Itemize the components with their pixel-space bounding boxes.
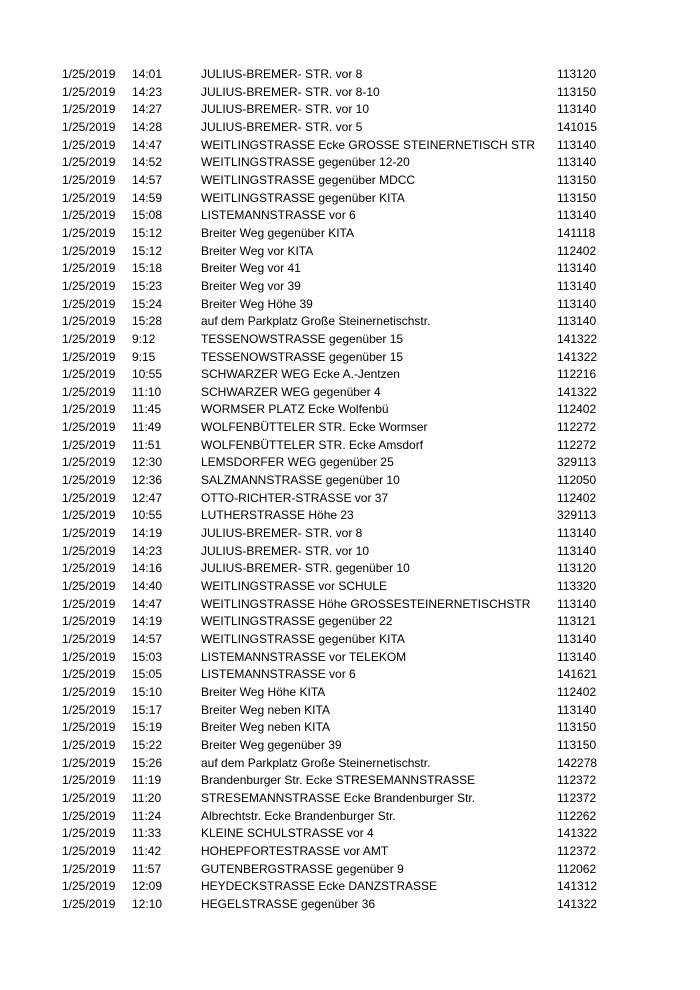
table-row bbox=[0, 861, 700, 879]
code-cell: 113140 bbox=[557, 314, 597, 329]
date-cell: 1/25/2019 bbox=[62, 808, 116, 823]
date-cell: 1/25/2019 bbox=[62, 737, 116, 752]
time-cell: 11:24 bbox=[132, 808, 162, 823]
table-row bbox=[0, 172, 700, 190]
location-cell: WORMSER PLATZ Ecke Wolfenbü bbox=[201, 402, 389, 417]
time-cell: 10:55 bbox=[132, 508, 163, 523]
date-cell: 1/25/2019 bbox=[62, 843, 116, 858]
code-cell: 113140 bbox=[557, 137, 597, 152]
table-row bbox=[0, 401, 700, 419]
table-row bbox=[0, 331, 700, 349]
table-row bbox=[0, 190, 700, 208]
date-cell: 1/25/2019 bbox=[62, 314, 116, 329]
time-cell: 14:19 bbox=[132, 614, 163, 629]
date-cell: 1/25/2019 bbox=[62, 367, 116, 382]
date-cell: 1/25/2019 bbox=[62, 278, 116, 293]
time-cell: 15:12 bbox=[132, 243, 163, 258]
time-cell: 15:05 bbox=[132, 667, 163, 682]
location-cell: WEITLINGSTRASSE gegenüber KITA bbox=[201, 632, 405, 646]
code-cell: 113140 bbox=[557, 155, 597, 170]
location-cell: Breiter Weg neben KITA bbox=[201, 720, 330, 735]
location-cell: Breiter Weg vor KITA bbox=[201, 243, 314, 258]
location-cell: Brandenburger Str. Ecke STRESEMANNSTRASSE bbox=[201, 773, 476, 788]
date-cell: 1/25/2019 bbox=[62, 420, 116, 435]
time-cell: 9:12 bbox=[132, 331, 156, 346]
table-row bbox=[0, 472, 700, 490]
date-cell: 1/25/2019 bbox=[62, 261, 116, 276]
location-cell: LISTEMANNSTRASSE vor TELEKOM bbox=[201, 649, 407, 664]
location-cell: WEITLINGSTRASSE vor SCHULE bbox=[201, 579, 388, 594]
date-cell: 1/25/2019 bbox=[62, 649, 116, 664]
time-cell: 11:45 bbox=[132, 402, 162, 417]
time-cell: 15:24 bbox=[132, 296, 163, 311]
location-cell: LUTHERSTRASSE Höhe 23 bbox=[201, 508, 354, 523]
date-cell: 1/25/2019 bbox=[62, 190, 116, 205]
code-cell: 113150 bbox=[557, 720, 597, 735]
time-cell: 11:57 bbox=[132, 861, 162, 876]
time-cell: 11:19 bbox=[132, 773, 162, 788]
time-cell: 15:23 bbox=[132, 278, 163, 293]
date-cell: 1/25/2019 bbox=[62, 331, 116, 346]
code-cell: 112402 bbox=[557, 243, 597, 258]
date-cell: 1/25/2019 bbox=[62, 561, 116, 576]
table-row bbox=[0, 296, 700, 314]
location-cell: WEITLINGSTRASSE gegenüber MDCC bbox=[201, 172, 416, 187]
date-cell: 1/25/2019 bbox=[62, 296, 116, 311]
code-cell: 112402 bbox=[557, 684, 597, 699]
code-cell: 329113 bbox=[557, 455, 597, 470]
date-cell: 1/25/2019 bbox=[62, 579, 116, 594]
table-row bbox=[0, 419, 700, 437]
date-cell: 1/25/2019 bbox=[62, 102, 116, 117]
table-row bbox=[0, 737, 700, 755]
date-cell: 1/25/2019 bbox=[62, 225, 116, 240]
date-cell: 1/25/2019 bbox=[62, 508, 116, 523]
location-cell: JULIUS-BREMER- STR. vor 10 bbox=[201, 102, 370, 117]
location-cell: HEGELSTRASSE gegenüber 36 bbox=[201, 896, 376, 911]
time-cell: 15:03 bbox=[132, 649, 163, 664]
code-cell: 141322 bbox=[557, 896, 598, 911]
table-row bbox=[0, 454, 700, 472]
time-cell: 15:18 bbox=[132, 261, 163, 276]
location-cell: Breiter Weg Höhe KITA bbox=[201, 684, 326, 699]
table-row bbox=[0, 631, 700, 649]
table-row bbox=[0, 578, 700, 596]
code-cell: 141621 bbox=[557, 667, 598, 682]
date-cell: 1/25/2019 bbox=[62, 543, 116, 558]
date-cell: 1/25/2019 bbox=[62, 861, 116, 876]
location-cell: WEITLINGSTRASSE Höhe GROSSESTEINERNETISCHSTR bbox=[201, 596, 531, 611]
time-cell: 15:17 bbox=[132, 702, 163, 717]
date-cell: 1/25/2019 bbox=[62, 773, 116, 788]
time-cell: 14:23 bbox=[132, 84, 163, 99]
date-cell: 1/25/2019 bbox=[62, 879, 116, 894]
code-cell: 141322 bbox=[557, 331, 598, 346]
location-cell: JULIUS-BREMER- STR. vor 8 bbox=[201, 526, 363, 541]
code-cell: 141322 bbox=[557, 384, 598, 399]
date-cell: 1/25/2019 bbox=[62, 702, 116, 717]
code-cell: 142278 bbox=[557, 755, 598, 770]
code-cell: 112050 bbox=[557, 473, 597, 488]
time-cell: 14:52 bbox=[132, 155, 163, 170]
location-cell: Breiter Weg vor 39 bbox=[201, 278, 301, 293]
location-cell: WEITLINGSTRASSE gegenüber KITA bbox=[201, 190, 405, 205]
table-row bbox=[0, 596, 700, 614]
location-cell: JULIUS-BREMER- STR. vor 10 bbox=[201, 543, 370, 558]
date-cell: 1/25/2019 bbox=[62, 155, 116, 170]
date-cell: 1/25/2019 bbox=[62, 119, 116, 134]
time-cell: 12:47 bbox=[132, 490, 163, 505]
date-cell: 1/25/2019 bbox=[62, 137, 116, 152]
location-cell: HEYDECKSTRASSE Ecke DANZSTRASSE bbox=[201, 879, 438, 894]
code-cell: 112372 bbox=[557, 843, 597, 858]
code-cell: 112262 bbox=[557, 808, 597, 823]
date-cell: 1/25/2019 bbox=[62, 826, 116, 841]
date-cell: 1/25/2019 bbox=[62, 349, 116, 364]
date-cell: 1/25/2019 bbox=[62, 632, 116, 646]
code-cell: 329113 bbox=[557, 508, 597, 523]
location-cell: auf dem Parkplatz Große Steinernetischstr. bbox=[201, 755, 431, 770]
table-row bbox=[0, 384, 700, 402]
code-cell: 141312 bbox=[557, 879, 598, 894]
code-cell: 141322 bbox=[557, 349, 598, 364]
time-cell: 14:16 bbox=[132, 561, 163, 576]
location-cell: JULIUS-BREMER- STR. vor 8 bbox=[201, 67, 363, 81]
time-cell: 12:36 bbox=[132, 473, 163, 488]
code-cell: 112402 bbox=[557, 402, 597, 417]
time-cell: 11:51 bbox=[132, 437, 162, 452]
time-cell: 14:40 bbox=[132, 579, 163, 594]
code-cell: 113140 bbox=[557, 208, 597, 223]
table-row bbox=[0, 613, 700, 631]
location-cell: OTTO-RICHTER-STRASSE vor 37 bbox=[201, 490, 389, 505]
location-cell: Breiter Weg neben KITA bbox=[201, 702, 330, 717]
date-cell: 1/25/2019 bbox=[62, 172, 116, 187]
time-cell: 12:30 bbox=[132, 455, 163, 470]
location-cell: Breiter Weg vor 41 bbox=[201, 261, 301, 276]
date-cell: 1/25/2019 bbox=[62, 755, 116, 770]
location-cell: Breiter Weg gegenüber 39 bbox=[201, 737, 342, 752]
location-cell: Breiter Weg Höhe 39 bbox=[201, 296, 313, 311]
time-cell: 11:42 bbox=[132, 843, 162, 858]
time-cell: 9:15 bbox=[132, 349, 156, 364]
location-cell: GUTENBERGSTRASSE gegenüber 9 bbox=[201, 861, 404, 876]
code-cell: 113120 bbox=[557, 67, 597, 81]
location-cell: KLEINE SCHULSTRASSE vor 4 bbox=[201, 826, 374, 841]
table-row bbox=[0, 702, 700, 720]
date-cell: 1/25/2019 bbox=[62, 437, 116, 452]
table-row bbox=[0, 825, 700, 843]
table-row bbox=[0, 278, 700, 296]
table-row bbox=[0, 225, 700, 243]
time-cell: 11:10 bbox=[132, 384, 162, 399]
code-cell: 113140 bbox=[557, 526, 597, 541]
code-cell: 113140 bbox=[557, 296, 597, 311]
table-row bbox=[0, 684, 700, 702]
time-cell: 15:28 bbox=[132, 314, 163, 329]
date-cell: 1/25/2019 bbox=[62, 455, 116, 470]
time-cell: 12:10 bbox=[132, 896, 163, 911]
location-cell: JULIUS-BREMER- STR. vor 5 bbox=[201, 119, 363, 134]
date-cell: 1/25/2019 bbox=[62, 208, 116, 223]
code-cell: 113140 bbox=[557, 278, 597, 293]
code-cell: 113150 bbox=[557, 190, 597, 205]
date-cell: 1/25/2019 bbox=[62, 84, 116, 99]
time-cell: 15:19 bbox=[132, 720, 163, 735]
location-cell: Albrechtstr. Ecke Brandenburger Str. bbox=[201, 808, 396, 823]
location-cell: auf dem Parkplatz Große Steinernetischstr. bbox=[201, 314, 431, 329]
location-cell: Breiter Weg gegenüber KITA bbox=[201, 225, 354, 240]
date-cell: 1/25/2019 bbox=[62, 402, 116, 417]
location-cell: SCHWARZER WEG Ecke A.-Jentzen bbox=[201, 367, 400, 382]
table-row bbox=[0, 313, 700, 331]
date-cell: 1/25/2019 bbox=[62, 384, 116, 399]
time-cell: 14:47 bbox=[132, 596, 163, 611]
location-cell: LEMSDORFER WEG gegenüber 25 bbox=[201, 455, 394, 470]
code-cell: 112062 bbox=[557, 861, 597, 876]
code-cell: 113150 bbox=[557, 737, 597, 752]
table-row bbox=[0, 755, 700, 773]
location-cell: WOLFENBÜTTELER STR. Ecke Amsdorf bbox=[201, 437, 424, 452]
table-row bbox=[0, 649, 700, 667]
table-row bbox=[0, 490, 700, 508]
time-cell: 14:57 bbox=[132, 632, 163, 646]
code-cell: 113140 bbox=[557, 702, 597, 717]
time-cell: 14:47 bbox=[132, 137, 163, 152]
table-row bbox=[0, 207, 700, 225]
table-row bbox=[0, 243, 700, 261]
table-row bbox=[0, 507, 700, 525]
location-cell: JULIUS-BREMER- STR. vor 8-10 bbox=[201, 84, 380, 99]
table-row bbox=[0, 66, 700, 84]
time-cell: 12:09 bbox=[132, 879, 163, 894]
table-row bbox=[0, 666, 700, 684]
date-cell: 1/25/2019 bbox=[62, 526, 116, 541]
table-row bbox=[0, 119, 700, 137]
table-row bbox=[0, 719, 700, 737]
date-cell: 1/25/2019 bbox=[62, 896, 116, 911]
time-cell: 14:23 bbox=[132, 543, 163, 558]
code-cell: 113140 bbox=[557, 632, 597, 646]
table-row bbox=[0, 560, 700, 578]
table-row bbox=[0, 366, 700, 384]
time-cell: 14:27 bbox=[132, 102, 163, 117]
time-cell: 11:33 bbox=[132, 826, 162, 841]
location-cell: WEITLINGSTRASSE Ecke GROSSE STEINERNETISCH STR bbox=[201, 137, 536, 152]
table-row bbox=[0, 260, 700, 278]
location-cell: LISTEMANNSTRASSE vor 6 bbox=[201, 208, 356, 223]
code-cell: 112372 bbox=[557, 773, 597, 788]
table-row bbox=[0, 137, 700, 155]
code-cell: 113150 bbox=[557, 172, 597, 187]
time-cell: 14:19 bbox=[132, 526, 163, 541]
code-cell: 112272 bbox=[557, 420, 597, 435]
table-row bbox=[0, 896, 700, 914]
location-cell: WEITLINGSTRASSE gegenüber 12-20 bbox=[201, 155, 410, 170]
time-cell: 14:57 bbox=[132, 172, 163, 187]
code-cell: 112272 bbox=[557, 437, 597, 452]
time-cell: 15:12 bbox=[132, 225, 163, 240]
table-row bbox=[0, 772, 700, 790]
code-cell: 141118 bbox=[557, 225, 596, 240]
location-cell: STRESEMANNSTRASSE Ecke Brandenburger Str. bbox=[201, 790, 476, 805]
code-cell: 112372 bbox=[557, 790, 597, 805]
time-cell: 14:01 bbox=[132, 67, 163, 81]
table-row bbox=[0, 525, 700, 543]
date-cell: 1/25/2019 bbox=[62, 667, 116, 682]
table-row bbox=[0, 84, 700, 102]
table-row bbox=[0, 843, 700, 861]
date-cell: 1/25/2019 bbox=[62, 490, 116, 505]
date-cell: 1/25/2019 bbox=[62, 596, 116, 611]
code-cell: 112216 bbox=[557, 367, 597, 382]
time-cell: 14:59 bbox=[132, 190, 163, 205]
table-row bbox=[0, 808, 700, 826]
table-row bbox=[0, 154, 700, 172]
table-row bbox=[0, 349, 700, 367]
table-row bbox=[0, 437, 700, 455]
code-cell: 112402 bbox=[557, 490, 597, 505]
code-cell: 113121 bbox=[557, 614, 597, 629]
location-cell: WEITLINGSTRASSE gegenüber 22 bbox=[201, 614, 393, 629]
time-cell: 15:08 bbox=[132, 208, 163, 223]
date-cell: 1/25/2019 bbox=[62, 243, 116, 258]
date-cell: 1/25/2019 bbox=[62, 720, 116, 735]
location-cell: HOHEPFORTESTRASSE vor AMT bbox=[201, 843, 389, 858]
date-cell: 1/25/2019 bbox=[62, 684, 116, 699]
table-row bbox=[0, 790, 700, 808]
code-cell: 113140 bbox=[557, 543, 597, 558]
code-cell: 113140 bbox=[557, 261, 597, 276]
location-cell: TESSENOWSTRASSE gegenüber 15 bbox=[201, 331, 404, 346]
table-row bbox=[0, 101, 700, 119]
code-cell: 113120 bbox=[557, 561, 597, 576]
location-cell: WOLFENBÜTTELER STR. Ecke Wormser bbox=[201, 420, 428, 435]
table-row bbox=[0, 543, 700, 561]
date-cell: 1/25/2019 bbox=[62, 473, 116, 488]
code-cell: 141322 bbox=[557, 826, 598, 841]
date-cell: 1/25/2019 bbox=[62, 614, 116, 629]
time-cell: 11:20 bbox=[132, 790, 162, 805]
code-cell: 113140 bbox=[557, 596, 597, 611]
code-cell: 113150 bbox=[557, 84, 597, 99]
time-cell: 14:28 bbox=[132, 119, 163, 134]
date-cell: 1/25/2019 bbox=[62, 790, 116, 805]
code-cell: 113320 bbox=[557, 579, 597, 594]
location-cell: SCHWARZER WEG gegenüber 4 bbox=[201, 384, 381, 399]
location-cell: SALZMANNSTRASSE gegenüber 10 bbox=[201, 473, 400, 488]
time-cell: 15:26 bbox=[132, 755, 163, 770]
location-cell: LISTEMANNSTRASSE vor 6 bbox=[201, 667, 356, 682]
time-cell: 10:55 bbox=[132, 367, 163, 382]
location-cell: TESSENOWSTRASSE gegenüber 15 bbox=[201, 349, 404, 364]
time-cell: 15:10 bbox=[132, 684, 163, 699]
code-cell: 141015 bbox=[557, 119, 598, 134]
location-cell: JULIUS-BREMER- STR. gegenüber 10 bbox=[201, 561, 410, 576]
code-cell: 113140 bbox=[557, 102, 597, 117]
code-cell: 113140 bbox=[557, 649, 597, 664]
table-row bbox=[0, 878, 700, 896]
time-cell: 11:49 bbox=[132, 420, 162, 435]
date-cell: 1/25/2019 bbox=[62, 67, 116, 81]
record-table bbox=[0, 66, 700, 914]
time-cell: 15:22 bbox=[132, 737, 163, 752]
